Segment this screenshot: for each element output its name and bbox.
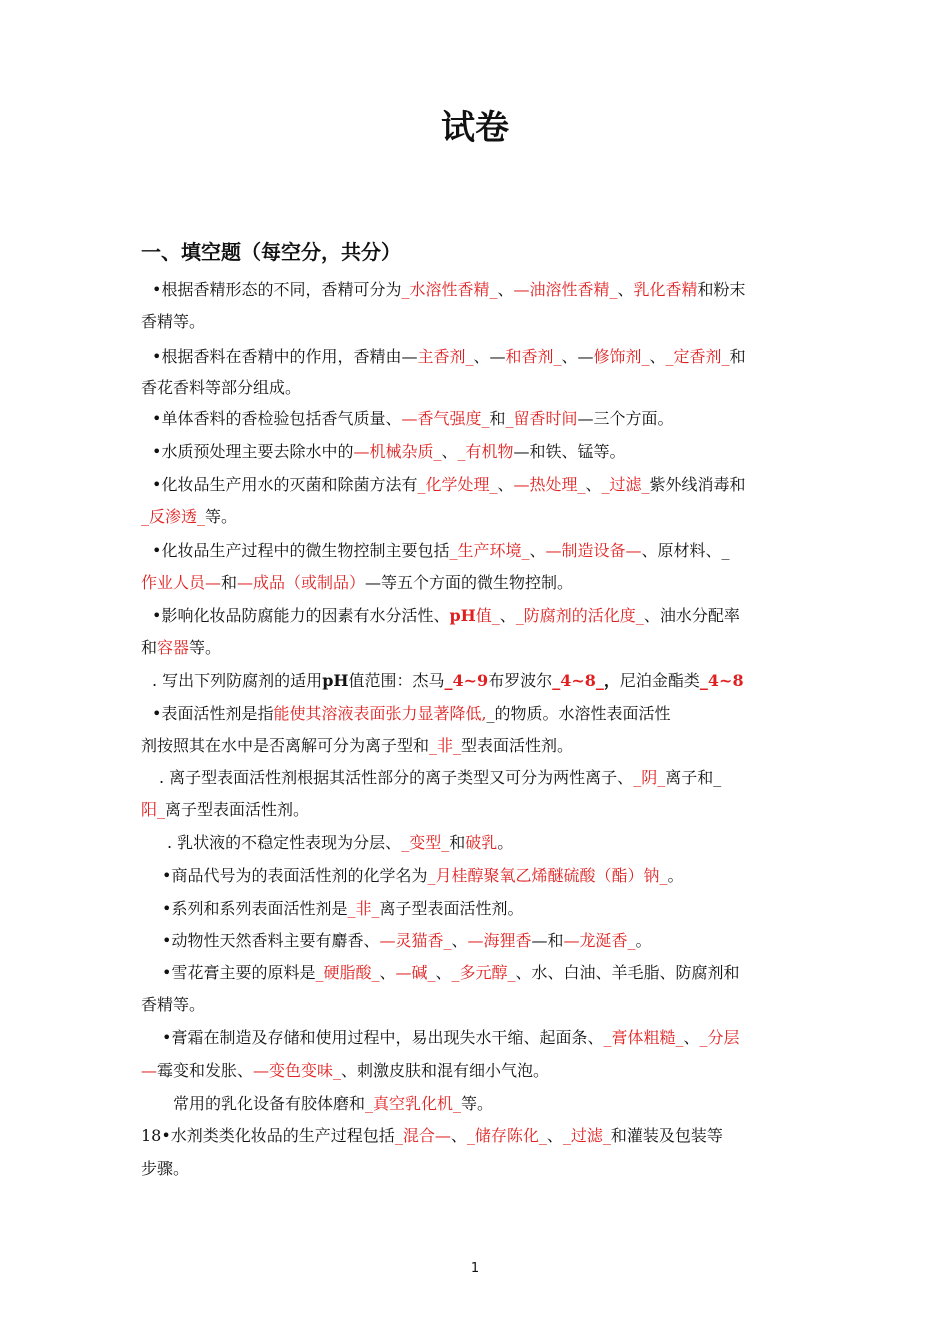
question-text: 、 [497,280,514,299]
question-text: •化妆品生产用水的灭菌和除菌方法有 [152,475,418,494]
question-line [141,994,205,1016]
question-line [152,279,746,301]
question-text: •根据香料在香精中的作用，香精由— [152,347,418,366]
answer-text: 值_ [475,606,500,625]
question-text: •商品代号为的表面活性剂的化学名为 [162,866,428,885]
answer-text: —海狸香 [467,931,532,950]
answer-text: 和香剂_ [505,347,562,366]
answer-text: _4~8 [699,671,744,690]
question-line [141,637,221,659]
question-line [141,1060,549,1082]
answer-text: _月桂醇聚氧乙烯醚硫酸（酯）钠_ [427,866,668,885]
question-text: •雪花膏主要的原料是 [162,963,316,982]
question-line [141,572,573,594]
answer-text: —灵猫香_ [379,931,452,950]
question-text: pH [322,671,349,690]
question-text: 型表面活性剂。 [461,736,574,755]
answer-text: 作业人员— [141,573,222,592]
answer-text: _硬脂酸_ [315,963,380,982]
question-text: —三个方面。 [577,409,674,428]
answer-text: _有机物 [457,442,514,461]
question-text: —等五个方面的微生物控制。 [365,573,574,592]
answer-text: _留香时间 [505,409,578,428]
answer-text: _阴_ [633,768,666,787]
answer-text: _防腐剂的活化度_ [515,606,644,625]
question-text: . 离子型表面活性剂根据其活性部分的离子类型又可分为两性离子、 [159,768,634,787]
question-text: 和灌装及包装等 [610,1126,723,1145]
question-text: •膏霜在制造及存储和使用过程中，易出现失水干缩、起面条、 [162,1028,604,1047]
answer-text: — [141,1061,157,1080]
question-text: 香精等。 [141,995,206,1014]
answer-text: —机械杂质_ [353,442,442,461]
question-text: 、 [499,606,516,625]
question-text: 和 [729,347,746,366]
answer-text: —变色变味_ [253,1061,342,1080]
question-text: 、 [585,475,602,494]
question-text: 步骤。 [141,1159,190,1178]
question-line [141,1125,723,1147]
answer-text: _水溶性香精_ [401,280,498,299]
question-text: _的物质。水溶性表面活性 [486,704,671,723]
question-text: . 写出下列防腐剂的适用 [152,671,323,690]
question-line [162,898,523,920]
question-line [141,799,309,821]
question-text: 和 [141,638,158,657]
question-text: 、 [649,347,666,366]
question-text: 和 [449,833,466,852]
answer-text: _化学处理_ [417,475,498,494]
question-text: •水质预处理主要去除水中的 [152,442,354,461]
question-text: 紫外线消毒和 [649,475,746,494]
question-text: 。 [635,931,652,950]
answer-text: 能使其溶液表面张力显著降低, [273,704,487,723]
question-text: ， [603,671,620,690]
question-text: 值范围：杰马 [348,671,445,690]
answer-text: _分层 [699,1028,740,1047]
question-line [152,408,674,430]
answer-text: _非_ [429,736,462,755]
question-text: •表面活性剂是指 [152,704,274,723]
question-text: 、水、白油、羊毛脂、防腐剂和 [515,963,740,982]
answer-text: _过滤_ [601,475,650,494]
question-text: 和 [221,573,238,592]
answer-text: —成品（或制品） [237,573,366,592]
question-line [159,767,721,789]
question-text: •单体香料的香检验包括香气质量、 [152,409,402,428]
question-text: 、 [529,541,546,560]
question-line [152,670,744,692]
question-text: •化妆品生产过程中的微生物控制主要包括 [152,541,450,560]
question-text: 布罗波尔 [488,671,553,690]
question-text: 、刺激皮肤和混有细小气泡。 [341,1061,550,1080]
question-line [173,1093,493,1115]
question-line [141,735,573,757]
question-text: 、 [617,280,634,299]
question-text: 、 [379,963,396,982]
question-line [167,832,513,854]
question-text: 、 [441,442,458,461]
question-text: 、 [435,963,452,982]
question-line [141,506,237,528]
answer-text: 修饰剂_ [593,347,650,366]
answer-text: _储存陈化_ [466,1126,547,1145]
question-text: . 乳状液的不稳定性表现为分层、 [167,833,402,852]
answer-text: _变型_ [401,833,450,852]
answer-text: —碱_ [395,963,436,982]
question-line [162,930,652,952]
question-line [141,377,301,399]
answer-text: 主香剂_ [417,347,474,366]
answer-text: _4~9 [444,671,489,690]
question-text: 离子型表面活性剂。 [165,800,310,819]
answer-text: 乳化香精 [633,280,698,299]
question-text: 、 [450,1126,467,1145]
answer-text: 阳_ [141,800,166,819]
question-line [141,1158,189,1180]
answer-text: _真空乳化机_ [365,1094,462,1113]
question-text: •动物性天然香料主要有麝香、 [162,931,380,950]
question-line [152,474,746,496]
answer-text: pH [449,606,476,625]
question-line [152,703,671,725]
answer-text: _多元醇_ [451,963,516,982]
question-line [152,605,740,627]
question-text: •根据香精形态的不同，香精可分为 [152,280,402,299]
question-text: 离子和_ [665,768,722,787]
page-number: 1 [470,1261,480,1276]
question-line [152,540,730,562]
answer-text: _膏体粗糙_ [603,1028,684,1047]
question-line [162,865,683,887]
answer-text: —制造设备— [545,541,642,560]
question-text: 、— [561,347,594,366]
question-text: 等。 [461,1094,494,1113]
answer-text: _定香剂_ [665,347,730,366]
question-text: 尼泊金酯类 [619,671,700,690]
question-line [162,1027,740,1049]
answer-text: _生产环境_ [449,541,530,560]
question-text: 。 [667,866,684,885]
question-text: 、— [473,347,506,366]
section-heading: 一、填空题（每空分，共分） [141,240,401,264]
answer-text: _混合— [394,1126,451,1145]
question-text: 和粉末 [697,280,746,299]
question-line [152,346,746,368]
answer-text: _4~8_ [552,671,604,690]
answer-text: —油溶性香精_ [513,280,618,299]
answer-text: 容器 [157,638,190,657]
question-text: 、油水分配率 [643,606,740,625]
question-text: 、原材料、_ [641,541,730,560]
question-text: 剂按照其在水中是否离解可分为离子型和 [141,736,430,755]
question-line [162,962,740,984]
question-text: 霉变和发胀、 [157,1061,254,1080]
question-text: —和 [531,931,564,950]
question-text: —和铁、锰等。 [513,442,626,461]
question-text: •系列和系列表面活性剂是 [162,899,348,918]
page-title: 试卷 [441,108,509,148]
question-text: 等。 [205,507,238,526]
answer-text: 破乳 [465,833,498,852]
question-text: 等。 [189,638,222,657]
answer-text: _过滤_ [562,1126,611,1145]
question-text: 、 [546,1126,563,1145]
question-text: 。 [497,833,514,852]
answer-text: _非_ [347,899,380,918]
question-text: 离子型表面活性剂。 [379,899,524,918]
question-text: 常用的乳化设备有胶体磨和 [173,1094,366,1113]
question-text: 、 [497,475,514,494]
answer-text: —热处理_ [513,475,586,494]
question-text: 和 [489,409,506,428]
answer-text: —香气强度_ [401,409,490,428]
question-text: 、 [683,1028,700,1047]
question-line [141,311,205,333]
question-text: •影响化妆品防腐能力的因素有水分活性、 [152,606,450,625]
answer-text: _反渗透_ [141,507,206,526]
question-text: 香精等。 [141,312,206,331]
question-line [152,441,626,463]
answer-text: —龙涎香_ [563,931,636,950]
question-text: 18•水剂类类化妆品的生产过程包括 [141,1126,395,1145]
question-text: 、 [451,931,468,950]
question-text: 香花香料等部分组成。 [141,378,302,397]
